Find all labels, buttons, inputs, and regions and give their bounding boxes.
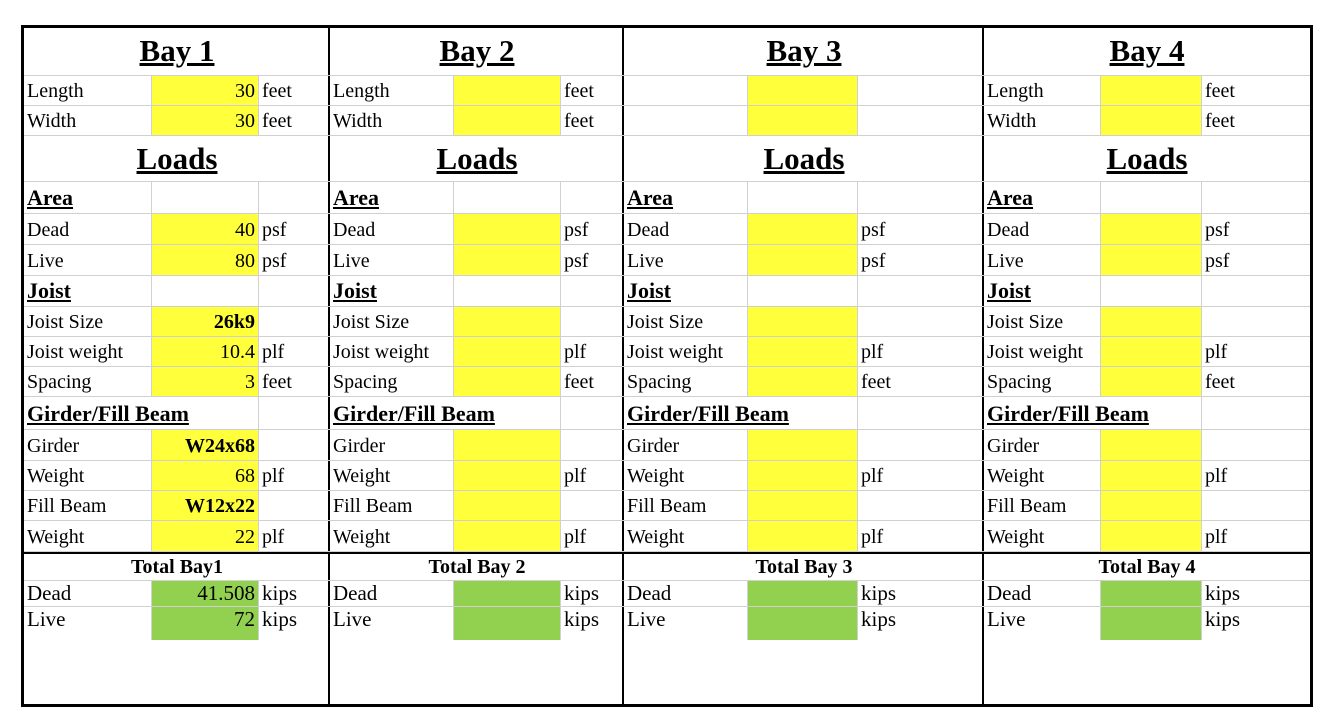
- totals-block: [624, 581, 984, 631]
- dead-load-row: [330, 214, 624, 245]
- joist-weight-row: [984, 337, 1310, 367]
- dead-load-label: Dead: [984, 214, 1101, 244]
- fill-beam-weight-unit: plf: [564, 526, 587, 548]
- girder-weight-row: [984, 461, 1310, 491]
- live-load-input[interactable]: [1101, 245, 1202, 275]
- girder-weight-row: [624, 461, 984, 491]
- dead-load-label: Dead: [624, 214, 748, 244]
- girder-unit: [1202, 430, 1310, 460]
- fill-beam-input[interactable]: [1101, 491, 1202, 520]
- joist-size-row: [330, 307, 624, 337]
- empty-cell: [1101, 276, 1202, 306]
- girder-input[interactable]: W24x68: [152, 430, 259, 460]
- totals-block: [24, 581, 330, 631]
- total-live-unit: kips: [262, 607, 298, 631]
- girder-fill-beam-heading: Girder/Fill Beam: [624, 397, 858, 429]
- joist-heading: Joist: [624, 276, 748, 306]
- joist-spacing-label: Spacing: [624, 367, 748, 396]
- total-dead-unit: kips: [861, 581, 897, 605]
- width-row: [984, 106, 1310, 136]
- width-row: [624, 106, 984, 136]
- joist-weight-input[interactable]: [454, 337, 561, 366]
- joist-weight-unit: plf: [1205, 341, 1228, 363]
- total-dead-row: [984, 581, 1310, 607]
- girder-heading-row: [624, 397, 984, 430]
- joist-spacing-row: [624, 367, 984, 397]
- total-live-output: [748, 607, 858, 640]
- total-dead-row: [624, 581, 984, 607]
- live-load-input[interactable]: 80: [152, 245, 259, 275]
- fill-beam-unit: [1202, 491, 1310, 520]
- total-live-label: Live: [24, 607, 152, 640]
- joist-size-input[interactable]: 26k9: [152, 307, 259, 336]
- joist-weight-label: Joist weight: [624, 337, 748, 366]
- joist-spacing-input[interactable]: 3: [152, 367, 259, 396]
- joist-weight-row: [624, 337, 984, 367]
- fill-beam-weight-label: Weight: [984, 521, 1101, 551]
- joist-size-label: Joist Size: [984, 307, 1101, 336]
- length-row: [24, 76, 330, 106]
- bay-panel: [330, 28, 624, 704]
- joist-spacing-unit: feet: [1205, 371, 1235, 393]
- girder-row: [24, 430, 330, 461]
- joist-size-row: [984, 307, 1310, 337]
- width-label: Width: [984, 106, 1101, 135]
- area-heading-row: [24, 182, 330, 214]
- live-load-label: Live: [24, 245, 152, 275]
- girder-weight-row: [24, 461, 330, 491]
- girder-weight-input[interactable]: [454, 461, 561, 490]
- fill-beam-unit: [259, 491, 330, 520]
- joist-size-unit: [858, 307, 984, 336]
- fill-beam-weight-label: Weight: [624, 521, 748, 551]
- empty-cell: [1202, 397, 1310, 429]
- width-input[interactable]: 30: [152, 106, 259, 135]
- joist-weight-input[interactable]: [748, 337, 858, 366]
- total-dead-unit: kips: [1205, 581, 1241, 605]
- girder-input[interactable]: [748, 430, 858, 460]
- girder-unit: [561, 430, 624, 460]
- fill-beam-row: [330, 491, 624, 521]
- total-live-unit: kips: [564, 607, 600, 631]
- length-unit: [858, 76, 984, 105]
- total-bay-heading: Total Bay 2: [330, 552, 624, 581]
- girder-weight-unit: plf: [262, 465, 285, 487]
- width-label: Width: [330, 106, 454, 135]
- empty-cell: [561, 182, 624, 213]
- total-bay-heading: Total Bay1: [24, 552, 330, 581]
- area-heading: Area: [24, 182, 152, 213]
- girder-row: [984, 430, 1310, 461]
- empty-cell: [858, 276, 984, 306]
- joist-spacing-label: Spacing: [330, 367, 454, 396]
- dead-load-input[interactable]: [1101, 214, 1202, 244]
- joist-weight-unit: plf: [861, 341, 884, 363]
- live-load-label: Live: [624, 245, 748, 275]
- total-live-row: [624, 607, 984, 640]
- fill-beam-weight-label: Weight: [330, 521, 454, 551]
- empty-cell: [259, 182, 330, 213]
- loads-heading: Loads: [624, 136, 984, 182]
- width-unit: [858, 106, 984, 135]
- girder-label: Girder: [330, 430, 454, 460]
- girder-fill-beam-heading: Girder/Fill Beam: [984, 397, 1202, 429]
- fill-beam-weight-unit: plf: [1205, 526, 1228, 548]
- dead-load-input[interactable]: [454, 214, 561, 244]
- fill-beam-row: [624, 491, 984, 521]
- width-unit: feet: [1205, 110, 1235, 132]
- length-label: [624, 76, 748, 105]
- girder-weight-input[interactable]: [1101, 461, 1202, 490]
- joist-spacing-row: [984, 367, 1310, 397]
- length-label: Length: [24, 76, 152, 105]
- total-dead-output: [454, 581, 561, 606]
- bay-panel: [624, 28, 984, 704]
- joist-spacing-row: [330, 367, 624, 397]
- girder-row: [330, 430, 624, 461]
- loads-heading: Loads: [984, 136, 1310, 182]
- joist-size-unit: [259, 307, 330, 336]
- dead-load-input[interactable]: [748, 214, 858, 244]
- width-unit: feet: [262, 110, 292, 132]
- fill-beam-input[interactable]: [454, 491, 561, 520]
- total-dead-label: Dead: [24, 581, 152, 606]
- length-label: Length: [984, 76, 1101, 105]
- joist-heading: Joist: [330, 276, 454, 306]
- girder-fill-beam-heading: Girder/Fill Beam: [24, 397, 259, 429]
- total-live-row: [330, 607, 624, 640]
- total-live-row: [984, 607, 1310, 640]
- girder-heading-row: [984, 397, 1310, 430]
- fill-beam-label: Fill Beam: [330, 491, 454, 520]
- fill-beam-weight-input[interactable]: 22: [152, 521, 259, 551]
- fill-beam-weight-unit: plf: [861, 526, 884, 548]
- area-heading: Area: [330, 182, 454, 213]
- width-row: [330, 106, 624, 136]
- joist-size-row: [624, 307, 984, 337]
- girder-input[interactable]: [1101, 430, 1202, 460]
- fill-beam-label: Fill Beam: [984, 491, 1101, 520]
- joist-weight-label: Joist weight: [330, 337, 454, 366]
- total-live-row: [24, 607, 330, 640]
- bay-load-worksheet: [21, 25, 1313, 707]
- girder-weight-label: Weight: [24, 461, 152, 490]
- fill-beam-weight-row: [984, 521, 1310, 552]
- total-live-output: 72: [152, 607, 259, 640]
- fill-beam-weight-input[interactable]: [1101, 521, 1202, 551]
- empty-cell: [454, 276, 561, 306]
- empty-cell: [259, 397, 330, 429]
- loads-heading: Loads: [24, 136, 330, 182]
- empty-cell: [1202, 276, 1310, 306]
- live-load-unit: psf: [262, 250, 287, 272]
- girder-weight-row: [330, 461, 624, 491]
- empty-cell: [152, 182, 259, 213]
- joist-heading: Joist: [24, 276, 152, 306]
- width-row: [24, 106, 330, 136]
- girder-weight-label: Weight: [984, 461, 1101, 490]
- length-input[interactable]: [454, 76, 561, 105]
- bay-panel: [984, 28, 1310, 704]
- total-dead-label: Dead: [984, 581, 1101, 606]
- joist-spacing-input[interactable]: [1101, 367, 1202, 396]
- fill-beam-weight-row: [24, 521, 330, 552]
- length-input[interactable]: 30: [152, 76, 259, 105]
- empty-cell: [152, 276, 259, 306]
- totals-block: [984, 581, 1310, 631]
- dead-load-row: [984, 214, 1310, 245]
- empty-cell: [561, 397, 624, 429]
- fill-beam-weight-row: [624, 521, 984, 552]
- girder-unit: [259, 430, 330, 460]
- total-live-label: Live: [984, 607, 1101, 640]
- length-input[interactable]: [748, 76, 858, 105]
- width-label: Width: [24, 106, 152, 135]
- area-heading-row: [624, 182, 984, 214]
- live-load-label: Live: [330, 245, 454, 275]
- width-label: [624, 106, 748, 135]
- empty-cell: [748, 182, 858, 213]
- joist-spacing-input[interactable]: [454, 367, 561, 396]
- total-dead-row: [330, 581, 624, 607]
- girder-heading-row: [24, 397, 330, 430]
- total-dead-unit: kips: [262, 581, 298, 605]
- live-load-row: [984, 245, 1310, 276]
- girder-label: Girder: [24, 430, 152, 460]
- live-load-unit: psf: [1205, 250, 1230, 272]
- total-dead-label: Dead: [330, 581, 454, 606]
- girder-fill-beam-heading: Girder/Fill Beam: [330, 397, 561, 429]
- joist-weight-unit: plf: [564, 341, 587, 363]
- dead-load-unit: psf: [262, 219, 287, 241]
- girder-weight-label: Weight: [330, 461, 454, 490]
- total-live-output: [454, 607, 561, 640]
- live-load-unit: psf: [861, 250, 886, 272]
- joist-spacing-label: Spacing: [984, 367, 1101, 396]
- joist-spacing-input[interactable]: [748, 367, 858, 396]
- joist-weight-row: [24, 337, 330, 367]
- joist-heading-row: [984, 276, 1310, 307]
- joist-spacing-row: [24, 367, 330, 397]
- loads-heading: Loads: [330, 136, 624, 182]
- joist-spacing-unit: feet: [564, 371, 594, 393]
- fill-beam-input[interactable]: [748, 491, 858, 520]
- empty-cell: [1101, 182, 1202, 213]
- length-unit: feet: [564, 80, 594, 102]
- joist-heading-row: [624, 276, 984, 307]
- joist-spacing-label: Spacing: [24, 367, 152, 396]
- length-label: Length: [330, 76, 454, 105]
- joist-weight-unit: plf: [262, 341, 285, 363]
- girder-label: Girder: [984, 430, 1101, 460]
- bay-title: Bay 1: [24, 28, 330, 76]
- bay-title: Bay 2: [330, 28, 624, 76]
- dead-load-input[interactable]: 40: [152, 214, 259, 244]
- total-bay-heading: Total Bay 3: [624, 552, 984, 581]
- live-load-label: Live: [984, 245, 1101, 275]
- fill-beam-unit: [561, 491, 624, 520]
- girder-weight-unit: plf: [1205, 465, 1228, 487]
- length-unit: feet: [1205, 80, 1235, 102]
- empty-cell: [748, 276, 858, 306]
- width-input[interactable]: [1101, 106, 1202, 135]
- dead-load-unit: psf: [564, 219, 589, 241]
- length-unit: feet: [262, 80, 292, 102]
- girder-weight-unit: plf: [564, 465, 587, 487]
- empty-cell: [561, 276, 624, 306]
- joist-weight-row: [330, 337, 624, 367]
- joist-weight-input[interactable]: 10.4: [152, 337, 259, 366]
- joist-size-unit: [1202, 307, 1310, 336]
- total-dead-output: 41.508: [152, 581, 259, 606]
- fill-beam-weight-row: [330, 521, 624, 552]
- bay-title: Bay 4: [984, 28, 1310, 76]
- empty-cell: [858, 182, 984, 213]
- fill-beam-label: Fill Beam: [24, 491, 152, 520]
- fill-beam-unit: [858, 491, 984, 520]
- girder-unit: [858, 430, 984, 460]
- total-live-label: Live: [330, 607, 454, 640]
- fill-beam-weight-label: Weight: [24, 521, 152, 551]
- fill-beam-row: [984, 491, 1310, 521]
- fill-beam-weight-unit: plf: [262, 526, 285, 548]
- empty-cell: [454, 182, 561, 213]
- total-live-output: [1101, 607, 1202, 640]
- live-load-input[interactable]: [454, 245, 561, 275]
- joist-size-unit: [561, 307, 624, 336]
- width-input[interactable]: [748, 106, 858, 135]
- live-load-row: [330, 245, 624, 276]
- bay-panel: [24, 28, 330, 704]
- live-load-row: [624, 245, 984, 276]
- dead-load-unit: psf: [1205, 219, 1230, 241]
- bay-title: Bay 3: [624, 28, 984, 76]
- joist-size-label: Joist Size: [24, 307, 152, 336]
- fill-beam-input[interactable]: W12x22: [152, 491, 259, 520]
- joist-size-input[interactable]: [748, 307, 858, 336]
- totals-block: [330, 581, 624, 631]
- length-row: [624, 76, 984, 106]
- live-load-row: [24, 245, 330, 276]
- girder-weight-label: Weight: [624, 461, 748, 490]
- length-row: [984, 76, 1310, 106]
- area-heading: Area: [984, 182, 1101, 213]
- empty-cell: [1202, 182, 1310, 213]
- joist-size-input[interactable]: [454, 307, 561, 336]
- girder-weight-unit: plf: [861, 465, 884, 487]
- total-dead-label: Dead: [624, 581, 748, 606]
- dead-load-label: Dead: [24, 214, 152, 244]
- joist-weight-input[interactable]: [1101, 337, 1202, 366]
- total-dead-output: [1101, 581, 1202, 606]
- total-dead-row: [24, 581, 330, 607]
- live-load-unit: psf: [564, 250, 589, 272]
- joist-size-input[interactable]: [1101, 307, 1202, 336]
- empty-cell: [259, 276, 330, 306]
- total-dead-output: [748, 581, 858, 606]
- joist-size-label: Joist Size: [330, 307, 454, 336]
- total-dead-unit: kips: [564, 581, 600, 605]
- width-unit: feet: [564, 110, 594, 132]
- total-bay-heading: Total Bay 4: [984, 552, 1310, 581]
- length-input[interactable]: [1101, 76, 1202, 105]
- joist-size-row: [24, 307, 330, 337]
- total-live-unit: kips: [861, 607, 897, 631]
- empty-cell: [858, 397, 984, 429]
- girder-weight-input[interactable]: [748, 461, 858, 490]
- area-heading: Area: [624, 182, 748, 213]
- fill-beam-row: [24, 491, 330, 521]
- girder-label: Girder: [624, 430, 748, 460]
- joist-spacing-unit: feet: [861, 371, 891, 393]
- girder-heading-row: [330, 397, 624, 430]
- dead-load-row: [24, 214, 330, 245]
- fill-beam-weight-input[interactable]: [454, 521, 561, 551]
- joist-weight-label: Joist weight: [24, 337, 152, 366]
- joist-spacing-unit: feet: [262, 371, 292, 393]
- dead-load-row: [624, 214, 984, 245]
- girder-input[interactable]: [454, 430, 561, 460]
- fill-beam-weight-input[interactable]: [748, 521, 858, 551]
- fill-beam-label: Fill Beam: [624, 491, 748, 520]
- total-live-unit: kips: [1205, 607, 1241, 631]
- total-live-label: Live: [624, 607, 748, 640]
- joist-heading: Joist: [984, 276, 1101, 306]
- joist-heading-row: [24, 276, 330, 307]
- live-load-input[interactable]: [748, 245, 858, 275]
- area-heading-row: [330, 182, 624, 214]
- girder-row: [624, 430, 984, 461]
- girder-weight-input[interactable]: 68: [152, 461, 259, 490]
- area-heading-row: [984, 182, 1310, 214]
- dead-load-unit: psf: [861, 219, 886, 241]
- joist-size-label: Joist Size: [624, 307, 748, 336]
- dead-load-label: Dead: [330, 214, 454, 244]
- width-input[interactable]: [454, 106, 561, 135]
- joist-heading-row: [330, 276, 624, 307]
- joist-weight-label: Joist weight: [984, 337, 1101, 366]
- length-row: [330, 76, 624, 106]
